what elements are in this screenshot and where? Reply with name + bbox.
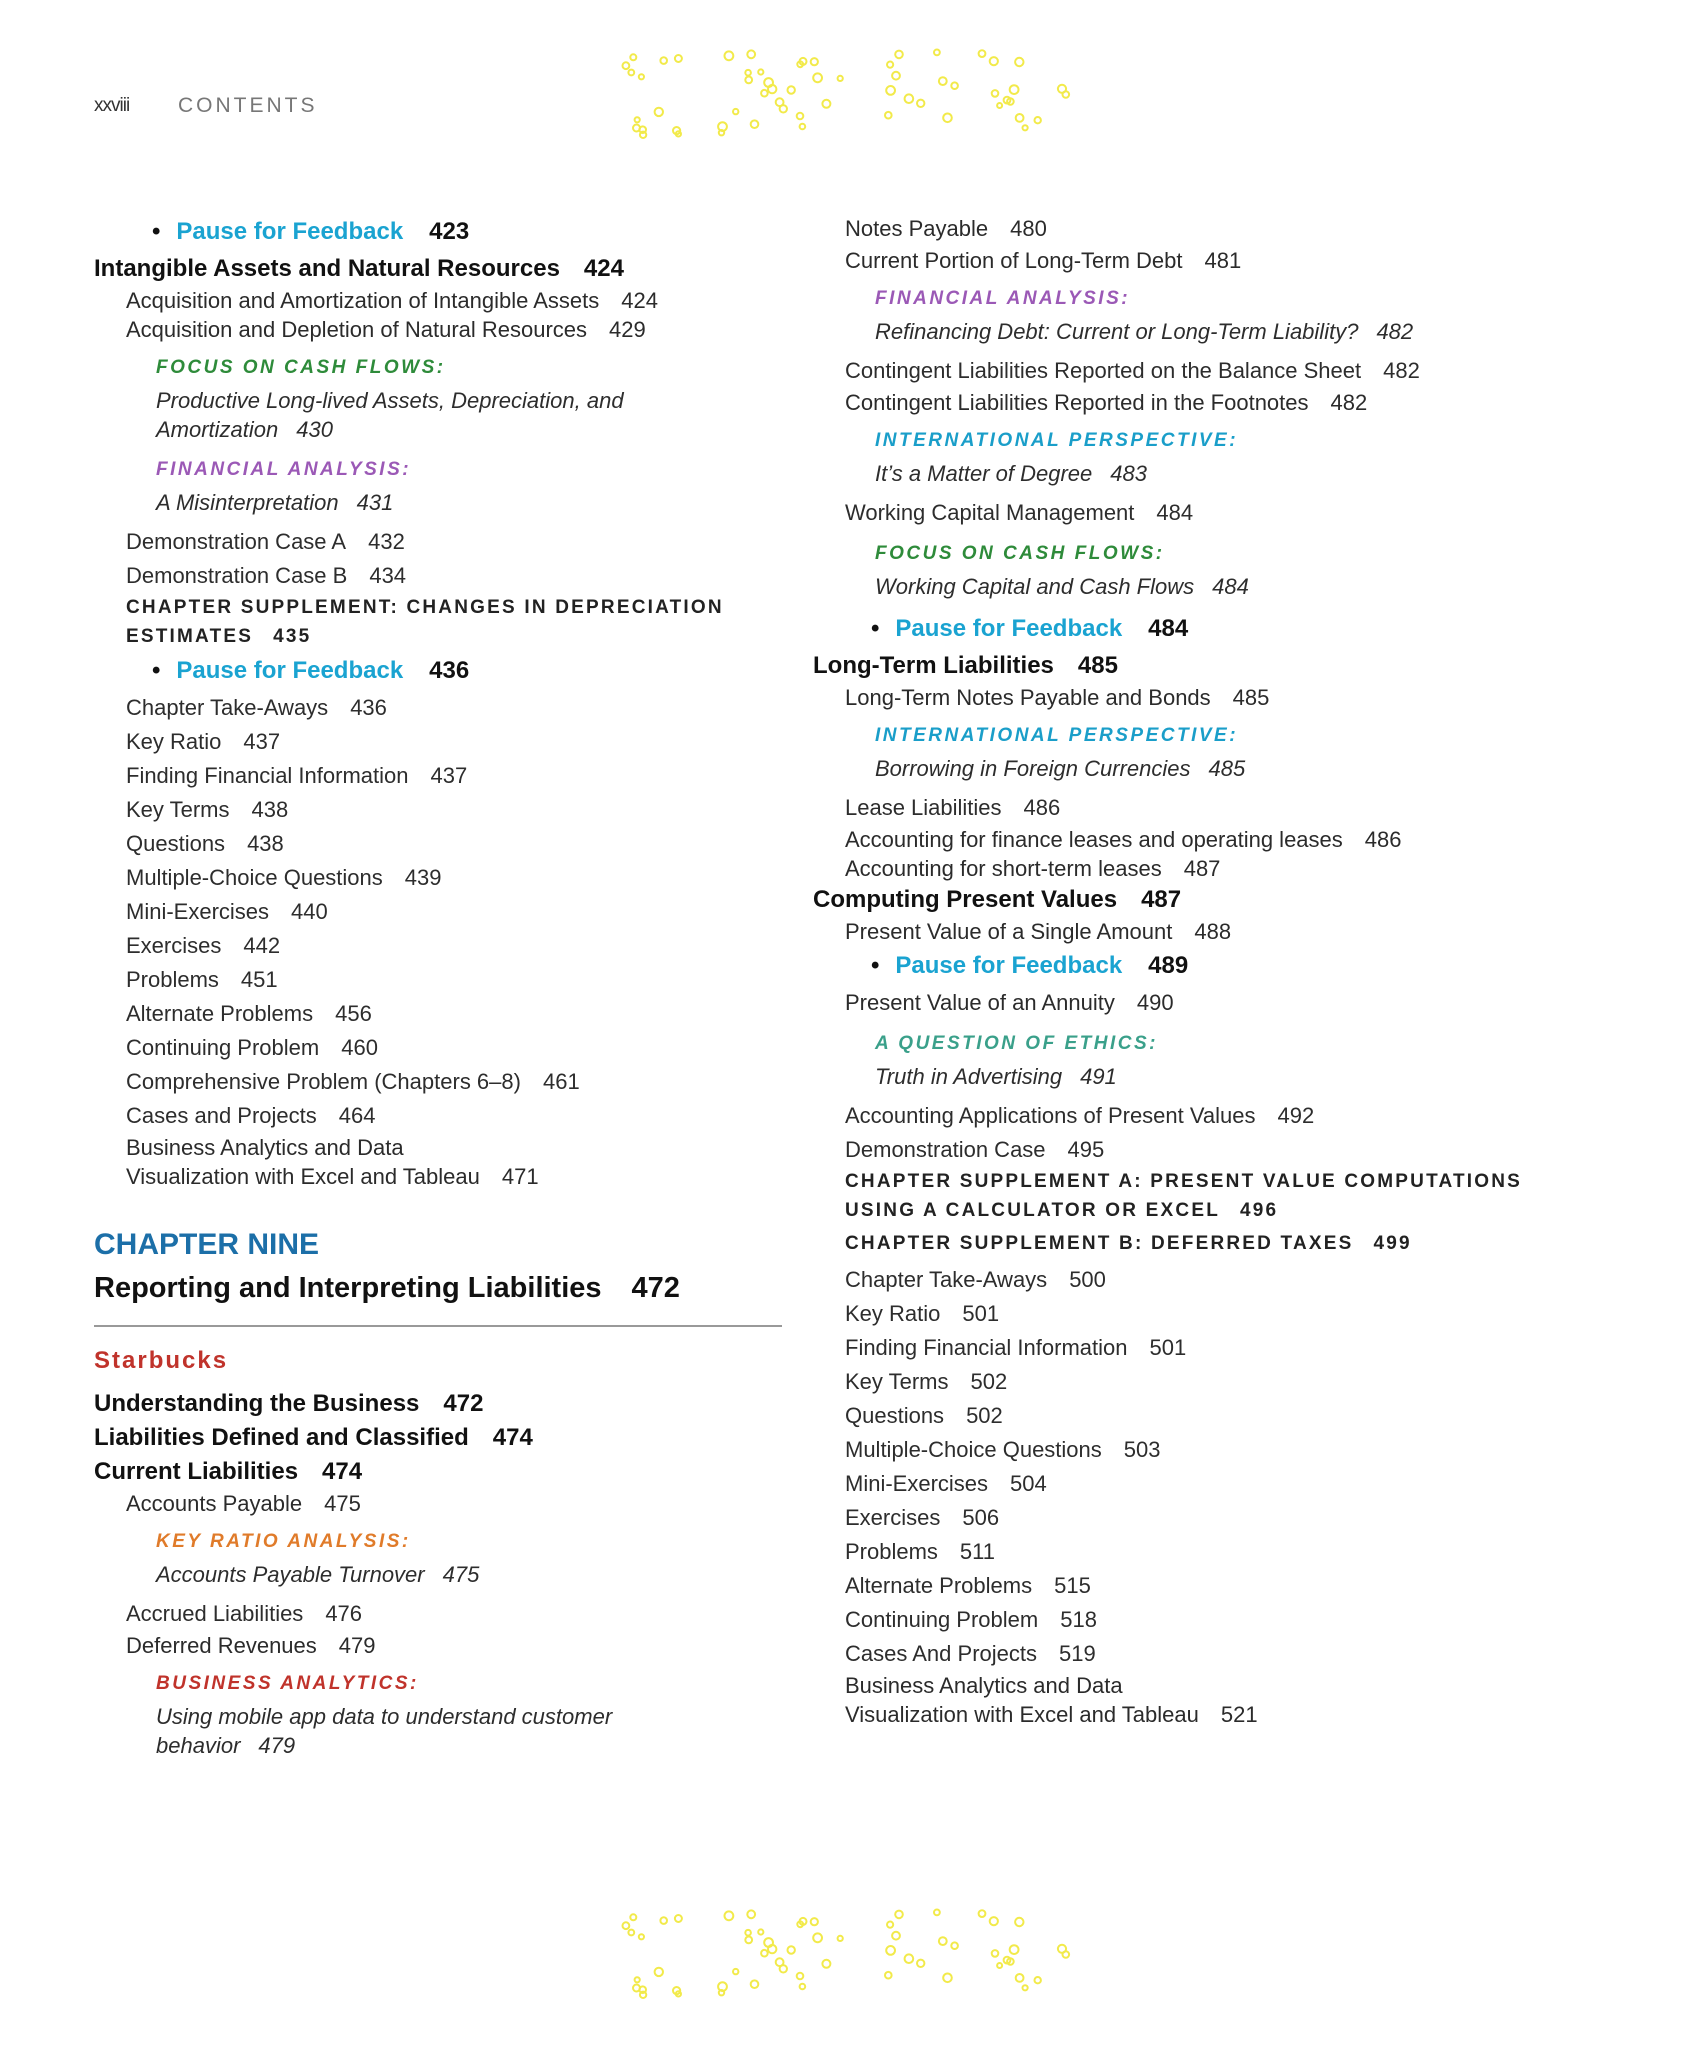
toc-entry-title: Exercises xyxy=(126,933,222,958)
decorative-dot xyxy=(885,112,892,119)
decorative-dot xyxy=(623,1922,630,1929)
toc-entry-item[interactable] xyxy=(94,1065,794,1099)
decorative-dot xyxy=(934,50,940,56)
page-number: xxviii xyxy=(94,95,130,116)
decorative-dot xyxy=(885,1972,892,1979)
toc-entry-liabilities-defined[interactable]: Liabilities Defined and Classified 474 xyxy=(94,1424,533,1451)
toc-entry-title: Mini-Exercises xyxy=(845,1471,989,1496)
decorative-dot xyxy=(838,76,843,81)
decorative-dot xyxy=(725,51,734,60)
toc-entry-item[interactable] xyxy=(94,827,794,861)
toc-entry-feature-focus-cash-flows[interactable]: Working Capital and Cash Flows 484 xyxy=(875,574,1249,599)
toc-end-of-chapter-list xyxy=(813,1263,1613,1671)
decorative-dot xyxy=(943,1974,952,1983)
decorative-dot xyxy=(895,1911,903,1919)
toc-entry-title: Problems xyxy=(126,967,219,992)
toc-entry-feature-international[interactable]: Borrowing in Foreign Currencies 485 xyxy=(875,756,1246,781)
toc-entry-item[interactable] xyxy=(94,691,794,725)
toc-entry-item[interactable] xyxy=(94,759,794,793)
decorative-dot xyxy=(788,1946,795,1953)
feature-label-focus-cash-flows: FOCUS ON CASH FLOWS: xyxy=(875,543,1165,564)
feature-label-business-analytics: BUSINESS ANALYTICS: xyxy=(156,1673,419,1694)
decorative-dot xyxy=(745,1930,751,1936)
decorative-dot xyxy=(934,1910,940,1916)
decorative-dot xyxy=(797,113,804,120)
toc-entry-item[interactable] xyxy=(813,1501,1613,1535)
decorative-dot xyxy=(939,77,947,85)
toc-entry-supplement-b[interactable]: CHAPTER SUPPLEMENT B: DEFERRED TAXES 499 xyxy=(845,1233,1412,1254)
toc-entry-item[interactable] xyxy=(94,725,794,759)
toc-entry-demonstration-case[interactable]: Demonstration Case 495 xyxy=(845,1137,1105,1162)
decorative-dot xyxy=(761,90,768,97)
toc-left-column xyxy=(94,212,794,1768)
decorative-dot xyxy=(797,1973,804,1980)
toc-entry-page: 460 xyxy=(341,1035,378,1060)
toc-entry-acquisition-amortization[interactable]: Acquisition and Amortization of Intangible Assets 424 xyxy=(126,288,658,313)
toc-entry-page: 437 xyxy=(430,763,468,788)
decorative-dot xyxy=(733,109,738,114)
bullet-icon: • xyxy=(871,952,880,979)
toc-entry-item[interactable] xyxy=(94,1099,794,1133)
toc-entry-page: 500 xyxy=(1069,1267,1106,1292)
toc-entry-title: Alternate Problems xyxy=(845,1573,1033,1598)
toc-entry-lease-liabilities[interactable]: Lease Liabilities 486 xyxy=(845,795,1061,820)
toc-entry-title: Continuing Problem xyxy=(126,1035,320,1060)
toc-entry-feature-business-analytics[interactable]: Using mobile app data to understand customer behavior 479 xyxy=(156,1704,613,1758)
decorative-dot xyxy=(1015,1918,1023,1926)
toc-entry-item[interactable] xyxy=(94,929,794,963)
feature-label-financial-analysis: FINANCIAL ANALYSIS: xyxy=(156,459,412,480)
toc-entry-page: 438 xyxy=(247,831,284,856)
toc-entry-page: 439 xyxy=(404,865,442,890)
feature-label-financial-analysis: FINANCIAL ANALYSIS: xyxy=(875,288,1131,309)
toc-entry-title: Continuing Problem xyxy=(845,1607,1039,1632)
toc-entry-title: Mini-Exercises xyxy=(126,899,270,924)
chapter-divider xyxy=(94,1325,782,1327)
toc-entry-item[interactable] xyxy=(813,1535,1613,1569)
decorative-dot xyxy=(628,70,634,76)
toc-entry-pv-annuity[interactable]: Present Value of an Annuity 490 xyxy=(845,990,1174,1015)
decorative-dot xyxy=(917,100,924,107)
decorative-dot xyxy=(758,1929,763,1934)
decorative-dot xyxy=(1010,85,1019,94)
toc-entry-page: 442 xyxy=(243,933,281,958)
decorative-dots-top xyxy=(615,40,1085,140)
decorative-dot xyxy=(761,1950,768,1957)
decorative-dot xyxy=(758,69,763,74)
decorative-dot xyxy=(745,1937,752,1944)
toc-entry-page: 501 xyxy=(1149,1335,1187,1360)
toc-entry-long-term-liabilities[interactable]: Long-Term Liabilities 485 xyxy=(813,652,1118,679)
toc-entry-item[interactable] xyxy=(94,793,794,827)
toc-entry-pause-for-feedback[interactable]: • Pause for Feedback 489 xyxy=(871,952,1189,979)
toc-entry-item[interactable] xyxy=(813,1433,1613,1467)
toc-entry-item[interactable] xyxy=(813,1365,1613,1399)
decorative-dot xyxy=(639,74,644,79)
decorative-dot xyxy=(951,82,958,89)
toc-entry-notes-payable[interactable]: Notes Payable 480 xyxy=(845,216,1047,241)
decorative-dot xyxy=(990,1917,998,1925)
toc-entry-supplement-a[interactable]: CHAPTER SUPPLEMENT A: PRESENT VALUE COMPUTATIONS USING A CALCULATOR OR EXCEL 496 xyxy=(845,1171,1523,1221)
decorative-dot xyxy=(745,70,751,76)
decorative-dot xyxy=(892,1932,900,1940)
decorative-dot xyxy=(1016,114,1024,122)
toc-entry-item[interactable] xyxy=(813,1399,1613,1433)
toc-entry-title: Key Terms xyxy=(126,797,230,822)
toc-entry-page: 464 xyxy=(338,1103,376,1128)
decorative-dot xyxy=(811,1918,818,1925)
decorative-dot xyxy=(895,51,903,59)
decorative-dot xyxy=(992,90,999,97)
toc-entry-intangible-assets[interactable]: Intangible Assets and Natural Resources 424 xyxy=(94,255,624,282)
toc-entry-demonstration-case-a[interactable]: Demonstration Case A 432 xyxy=(126,529,405,554)
bullet-icon: • xyxy=(152,218,161,245)
decorative-dot xyxy=(675,1915,682,1922)
toc-entry-page: 456 xyxy=(335,1001,372,1026)
toc-entry-item[interactable] xyxy=(94,963,794,997)
decorative-dot xyxy=(939,1937,947,1945)
toc-entry-finance-leases[interactable]: Accounting for finance leases and operating leases 486 xyxy=(845,827,1402,852)
toc-entry-page: 502 xyxy=(966,1403,1003,1428)
decorative-dot xyxy=(745,77,752,84)
toc-entry-long-term-notes[interactable]: Long-Term Notes Payable and Bonds 485 xyxy=(845,685,1270,710)
decorative-dot xyxy=(1063,1951,1070,1958)
toc-entry-page: 503 xyxy=(1123,1437,1161,1462)
toc-entry-title: Questions xyxy=(126,831,226,856)
decorative-dot xyxy=(992,1950,999,1957)
decorative-dot xyxy=(660,57,667,64)
decorative-dot xyxy=(623,62,630,69)
decorative-dot xyxy=(751,1980,759,1988)
decorative-dot xyxy=(813,1933,822,1942)
feature-label-key-ratio-analysis: KEY RATIO ANALYSIS: xyxy=(156,1531,411,1552)
decorative-dot xyxy=(725,1911,734,1920)
toc-entry-title: Key Terms xyxy=(845,1369,949,1394)
decorative-dot xyxy=(943,114,952,123)
decorative-dot xyxy=(905,1954,914,1963)
feature-label-question-of-ethics: A QUESTION OF ETHICS: xyxy=(875,1033,1158,1054)
decorative-dot xyxy=(997,103,1002,108)
focus-company: Starbucks xyxy=(94,1347,229,1374)
toc-entry-page: 506 xyxy=(962,1505,1000,1530)
toc-entry-title: Finding Financial Information xyxy=(126,763,409,788)
toc-entry-working-capital[interactable]: Working Capital Management 484 xyxy=(845,500,1194,525)
toc-entry-item[interactable] xyxy=(94,997,794,1031)
feature-label-international-perspective: INTERNATIONAL PERSPECTIVE: xyxy=(875,430,1239,451)
decorative-dot xyxy=(800,1984,806,1990)
decorative-dot xyxy=(719,1990,724,1995)
feature-label-focus-cash-flows: FOCUS ON CASH FLOWS: xyxy=(156,357,446,378)
decorative-dot xyxy=(990,57,998,65)
decorative-dots-bottom xyxy=(615,1900,1085,2000)
toc-entry-contingent-footnotes[interactable]: Contingent Liabilities Reported in the Footnotes 482 xyxy=(845,390,1368,415)
toc-entry-accounts-payable[interactable]: Accounts Payable 475 xyxy=(126,1491,361,1516)
toc-entry-pause-for-feedback[interactable]: • Pause for Feedback 484 xyxy=(871,615,1189,642)
toc-entry-page: 511 xyxy=(959,1539,995,1564)
decorative-dot xyxy=(917,1960,924,1967)
toc-entry-item[interactable] xyxy=(813,1263,1613,1297)
toc-entry-item[interactable] xyxy=(813,1637,1613,1671)
decorative-dot xyxy=(838,1936,843,1941)
toc-entry-accounting-applications[interactable]: Accounting Applications of Present Values 492 xyxy=(845,1103,1315,1128)
toc-entry-title: Finding Financial Information xyxy=(845,1335,1128,1360)
toc-entry-title: Key Ratio xyxy=(845,1301,941,1326)
decorative-dot xyxy=(733,1969,738,1974)
toc-entry-acquisition-depletion[interactable]: Acquisition and Depletion of Natural Resources 429 xyxy=(126,317,646,342)
chapter-title[interactable]: Reporting and Interpreting Liabilities 472 xyxy=(94,1272,680,1304)
toc-entry-contingent-balance-sheet[interactable]: Contingent Liabilities Reported on the Balance Sheet 482 xyxy=(845,358,1420,383)
decorative-dot xyxy=(892,72,900,80)
decorative-dot xyxy=(660,1917,667,1924)
toc-entry-pause-for-feedback[interactable]: • Pause for Feedback 436 xyxy=(152,657,470,684)
toc-entry-title: Exercises xyxy=(845,1505,941,1530)
toc-entry-title: Multiple-Choice Questions xyxy=(845,1437,1102,1462)
decorative-dot xyxy=(979,50,986,57)
decorative-dot xyxy=(813,73,822,82)
toc-entry-item[interactable] xyxy=(813,1467,1613,1501)
bullet-icon: • xyxy=(152,657,161,684)
toc-entry-current-liabilities[interactable]: Current Liabilities 474 xyxy=(94,1458,363,1485)
toc-entry-title: Multiple-Choice Questions xyxy=(126,865,383,890)
toc-entry-page: 440 xyxy=(291,899,328,924)
bullet-icon: • xyxy=(871,615,880,642)
toc-entry-computing-present-values[interactable]: Computing Present Values 487 xyxy=(813,886,1182,913)
toc-entry-deferred-revenues[interactable]: Deferred Revenues 479 xyxy=(126,1633,376,1658)
toc-entry-item[interactable] xyxy=(94,1031,794,1065)
toc-entry-page: 518 xyxy=(1060,1607,1097,1632)
toc-entry-title: Chapter Take-Aways xyxy=(845,1267,1048,1292)
toc-entry-feature-financial-analysis[interactable]: Refinancing Debt: Current or Long-Term Liability? 482 xyxy=(875,319,1414,344)
toc-entry-pv-single-amount[interactable]: Present Value of a Single Amount 488 xyxy=(845,919,1232,944)
decorative-dot xyxy=(1035,117,1041,123)
decorative-dot xyxy=(887,1922,893,1928)
toc-entry-feature-international[interactable]: It’s a Matter of Degree 483 xyxy=(875,461,1147,486)
toc-entry-feature-financial-analysis[interactable]: A Misinterpretation 431 xyxy=(156,490,394,515)
toc-entry-title: Comprehensive Problem (Chapters 6–8) xyxy=(126,1069,521,1094)
decorative-dot xyxy=(1015,58,1023,66)
toc-entry-page: 504 xyxy=(1010,1471,1047,1496)
decorative-dot xyxy=(887,62,893,68)
running-header: CONTENTS xyxy=(178,94,318,117)
toc-entry-current-portion-ltd[interactable]: Current Portion of Long-Term Debt 481 xyxy=(845,248,1242,273)
toc-entry-title: Cases and Projects xyxy=(126,1103,317,1128)
toc-end-of-chapter-list xyxy=(94,691,794,1133)
toc-entry-business-analytics-tableau[interactable]: Business Analytics and Data Visualization with Excel and Tableau 521 xyxy=(845,1673,1258,1727)
toc-entry-page: 438 xyxy=(251,797,289,822)
toc-entry-feature-ethics[interactable]: Truth in Advertising 491 xyxy=(875,1064,1117,1089)
decorative-dot xyxy=(886,86,895,95)
toc-entry-title: Key Ratio xyxy=(126,729,222,754)
chapter-label: CHAPTER NINE xyxy=(94,1228,320,1261)
decorative-dot xyxy=(719,130,724,135)
toc-entry-item[interactable] xyxy=(813,1569,1613,1603)
decorative-dot xyxy=(1016,1974,1024,1982)
toc-entry-title: Cases And Projects xyxy=(845,1641,1037,1666)
decorative-dot xyxy=(639,1934,644,1939)
toc-entry-page: 451 xyxy=(240,967,278,992)
toc-entry-item[interactable] xyxy=(813,1603,1613,1637)
decorative-dot xyxy=(997,1963,1002,1968)
decorative-dot xyxy=(811,58,818,65)
decorative-dot xyxy=(635,117,640,122)
decorative-dot xyxy=(905,94,914,103)
decorative-dot xyxy=(822,100,830,108)
toc-entry-page: 515 xyxy=(1054,1573,1091,1598)
decorative-dot xyxy=(800,124,806,130)
toc-entry-item[interactable] xyxy=(813,1297,1613,1331)
toc-entry-page: 436 xyxy=(350,695,387,720)
decorative-dot xyxy=(776,1958,784,1966)
feature-label-international-perspective: INTERNATIONAL PERSPECTIVE: xyxy=(875,725,1239,746)
decorative-dot xyxy=(1023,1985,1028,1990)
decorative-dot xyxy=(776,98,784,106)
toc-entry-title: Questions xyxy=(845,1403,945,1428)
decorative-dot xyxy=(751,120,759,128)
toc-entry-page: 519 xyxy=(1058,1641,1096,1666)
toc-entry-title: Chapter Take-Aways xyxy=(126,695,329,720)
decorative-dot xyxy=(675,55,682,62)
toc-entry-item[interactable] xyxy=(813,1331,1613,1365)
decorative-dot xyxy=(628,1930,634,1936)
decorative-dot xyxy=(655,108,663,116)
toc-entry-page: 461 xyxy=(542,1069,580,1094)
decorative-dot xyxy=(886,1946,895,1955)
toc-entry-page: 502 xyxy=(970,1369,1008,1394)
decorative-dot xyxy=(655,1968,663,1976)
toc-entry-demonstration-case-b[interactable]: Demonstration Case B 434 xyxy=(126,563,407,588)
decorative-dot xyxy=(635,1977,640,1982)
toc-entry-understanding-business[interactable]: Understanding the Business 472 xyxy=(94,1390,484,1417)
toc-entry-page: 437 xyxy=(243,729,281,754)
decorative-dot xyxy=(747,1910,755,1918)
decorative-dot xyxy=(630,1914,636,1920)
toc-entry-chapter-supplement[interactable]: CHAPTER SUPPLEMENT: CHANGES IN DEPRECIATION ESTIMATES 435 xyxy=(126,597,724,647)
toc-entry-accrued-liabilities[interactable]: Accrued Liabilities 476 xyxy=(126,1601,363,1626)
toc-entry-pause-for-feedback[interactable]: • Pause for Feedback 423 xyxy=(152,218,470,245)
toc-entry-page: 501 xyxy=(962,1301,1000,1326)
decorative-dot xyxy=(979,1910,986,1917)
toc-entry-short-term-leases[interactable]: Accounting for short-term leases 487 xyxy=(845,856,1221,881)
toc-entry-feature-focus-cash-flows[interactable]: Productive Long-lived Assets, Depreciation, and Amortization 430 xyxy=(156,388,624,442)
toc-entry-feature-key-ratio[interactable]: Accounts Payable Turnover 475 xyxy=(156,1562,480,1587)
toc-right-column xyxy=(813,212,1613,1729)
decorative-dot xyxy=(1010,1945,1019,1954)
decorative-dot xyxy=(1035,1977,1041,1983)
toc-entry-item[interactable] xyxy=(94,895,794,929)
decorative-dot xyxy=(747,50,755,58)
decorative-dot xyxy=(822,1960,830,1968)
decorative-dot xyxy=(630,54,636,60)
toc-entry-item[interactable] xyxy=(94,861,794,895)
toc-entry-business-analytics-tableau[interactable]: Business Analytics and Data Visualization with Excel and Tableau 471 xyxy=(126,1135,539,1189)
decorative-dot xyxy=(788,86,795,93)
decorative-dot xyxy=(951,1942,958,1949)
toc-entry-title: Problems xyxy=(845,1539,938,1564)
toc-entry-title: Alternate Problems xyxy=(126,1001,314,1026)
decorative-dot xyxy=(1023,125,1028,130)
decorative-dot xyxy=(1063,91,1070,98)
